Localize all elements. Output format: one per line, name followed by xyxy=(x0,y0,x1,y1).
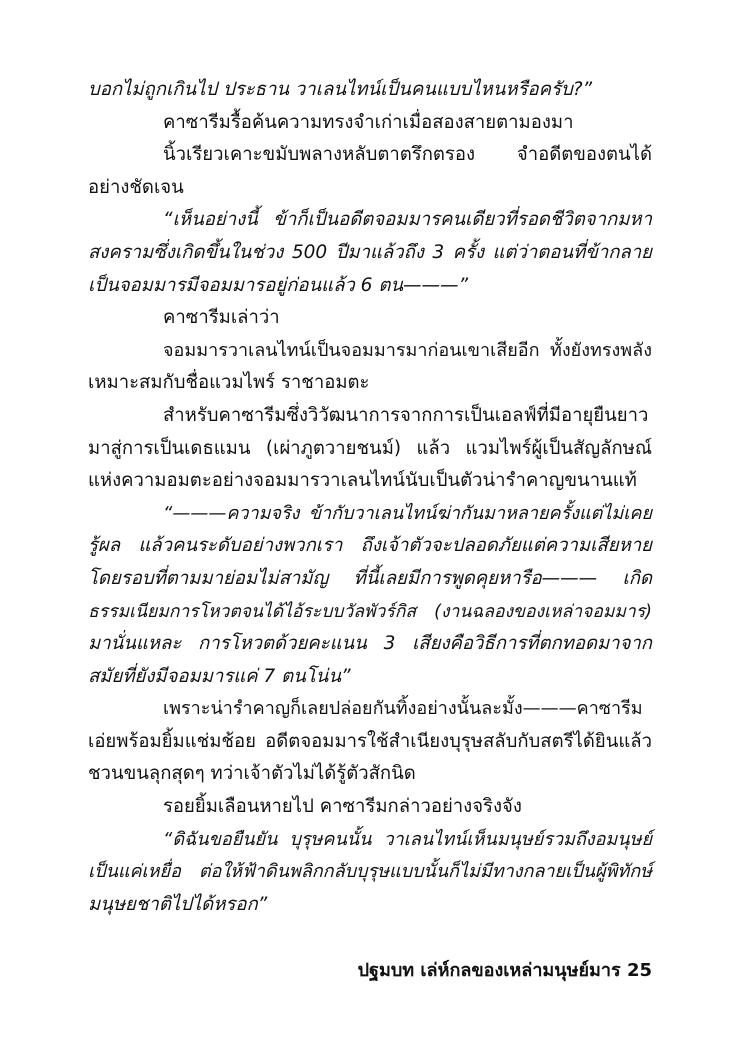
text-line: รู้ผล แล้วคนระดับอย่างพวกเรา ถึงเจ้าตัวจะปลอดภัยแต่ความเสียหาย xyxy=(88,535,652,557)
page-number: 25 xyxy=(626,960,652,981)
text-line: เหมาะสมกับชื่อแวมไพร์ ราชาอมตะ xyxy=(88,372,370,394)
text-line: มนุษยชาติไปได้หรอก” xyxy=(88,893,268,915)
text-line: รอยยิ้มเลือนหายไป คาซารีมกล่าวอย่างจริงจัง xyxy=(163,796,522,818)
page-footer xyxy=(300,955,652,984)
page-body xyxy=(88,74,652,921)
text-line: เป็นแค่เหยื่อ ต่อให้ฟ้าดินพลิกกลับบุรุษแบบนั้นก็ไม่มีทางกลายเป็นผู้พิทักษ์ xyxy=(88,861,652,883)
text-line: เอ่ยพร้อมยิ้มแช่มช้อย อดีตจอมมารใช้สำเนียงบุรุษสลับกับสตรีได้ยินแล้ว xyxy=(88,730,652,752)
text-line: สำหรับคาซารีมซึ่งวิวัฒนาการจากการเป็นเอลฟ์ที่มีอายุยืนยาว xyxy=(163,404,649,426)
text-line: อย่างชัดเจน xyxy=(88,176,184,198)
text-line: ธรรมเนียมการโหวตจนได้ไอ้ระบบวัลพัวร์กิส (งานฉลองของเหล่าจอมมาร) xyxy=(88,601,652,622)
text-line: เพราะน่ารำคาญก็เลยปล่อยกันทิ้งอย่างนั้นละมั้ง———คาซารีม xyxy=(163,698,643,720)
text-line: จอมมารวาเลนไทน์เป็นจอมมารมาก่อนเขาเสียอีก ทั้งยังทรงพลัง xyxy=(163,339,652,361)
text-line: “———ความจริง ข้ากับวาเลนไทน์ฆ่ากันมาหลายครั้งแต่ไม่เคย xyxy=(163,502,652,524)
text-line: นิ้วเรียวเคาะขมับพลางหลับตาตรึกตรอง จำอดีตของตนได้ xyxy=(163,144,652,166)
chapter-title: ปฐมบท เล่ห์กลของเหล่ามนุษย์มาร xyxy=(357,960,621,981)
text-line: มาสู่การเป็นเดธแมน (เผ่าภูตวายชนม์) แล้ว แวมไพร์ผู้เป็นสัญลักษณ์ xyxy=(88,437,652,459)
text-line: “เห็นอย่างนี้ ข้าก็เป็นอดีตจอมมารคนเดียวที่รอดชีวิตจากมหา xyxy=(163,209,652,231)
text-line: สงครามซึ่งเกิดขึ้นในช่วง 500 ปีมาแล้วถึง 3 ครั้ง แต่ว่าตอนที่ข้ากลาย xyxy=(88,241,652,263)
text-line: สมัยที่ยังมีจอมมารแค่ 7 ตนโน่น” xyxy=(88,665,351,687)
text-line: ชวนขนลุกสุดๆ ทว่าเจ้าตัวไม่ได้รู้ตัวสักนิด xyxy=(88,763,416,785)
text-line: โดยรอบที่ตามมาย่อมไม่สามัญ ที่นี้เลยมีการพูดคุยหารือ——— เกิด xyxy=(88,567,652,589)
text-line: คาซารีมรื้อค้นความทรงจำเก่าเมื่อสองสายตามองมา xyxy=(163,111,574,133)
text-line: แห่งความอมตะอย่างจอมมารวาเลนไทน์นับเป็นตัวน่ารำคาญขนานแท้ xyxy=(88,470,637,492)
text-line: บอกไม่ถูกเกินไป ประธาน วาเลนไทน์เป็นคนแบบไหนหรือครับ?” xyxy=(88,79,593,100)
text-line: เป็นจอมมารมีจอมมารอยู่ก่อนแล้ว 6 ตน———” xyxy=(88,274,469,296)
text-line: “ดิฉันขอยืนยัน บุรุษคนนั้น วาเลนไทน์เห็นมนุษย์รวมถึงอมนุษย์ xyxy=(163,828,652,850)
text-line: มานั่นแหละ การโหวตด้วยคะแนน 3 เสียงคือวิธีการที่ตกทอดมาจาก xyxy=(88,633,652,655)
text-line: คาซารีมเล่าว่า xyxy=(163,307,280,329)
